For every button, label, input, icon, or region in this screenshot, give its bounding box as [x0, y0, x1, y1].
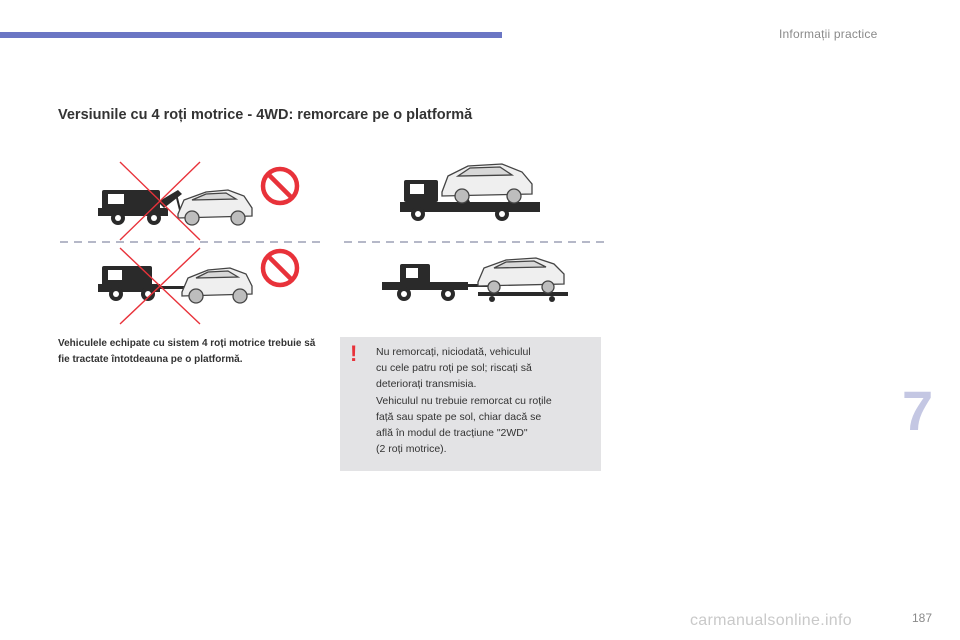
- instruction-text: Vehiculele echipate cu sistem 4 roți motrice trebuie să fie tractate întotdeauna pe o platformă.: [58, 338, 316, 365]
- tow-truck-bar-scene: [98, 266, 188, 301]
- page-title: Versiunile cu 4 roți motrice - 4WD: remorcare pe o platformă: [58, 107, 473, 123]
- car-lifted: [178, 190, 252, 225]
- prohibit-sign-icon: [263, 251, 297, 285]
- warning-line: cu cele patru roți pe sol; riscați să: [376, 362, 532, 375]
- header-accent-bar: [0, 32, 502, 38]
- warning-line: Nu remorcați, niciodată, vehiculul: [376, 346, 531, 358]
- page-number: 187: [912, 611, 933, 625]
- car-on-flatbed: [442, 164, 532, 203]
- warning-line: află în modul de tracțiune "2WD": [376, 427, 528, 440]
- warning-text: [376, 344, 590, 457]
- car-towed-on-ground: [182, 268, 252, 303]
- warning-line: Vehiculul nu trebuie remorcat cu roțile: [376, 394, 552, 407]
- car-on-dolly: [478, 258, 564, 293]
- section-label: Informații practice: [779, 27, 878, 41]
- chapter-number: 7: [902, 379, 934, 442]
- exclamation-icon: !: [350, 341, 358, 366]
- warning-line: deteriorați transmisia.: [376, 378, 477, 391]
- warning-line: (2 roți motrice).: [376, 443, 447, 456]
- warning-box: [340, 337, 601, 471]
- warning-line: față sau spate pe sol, chiar dacă se: [376, 410, 542, 423]
- prohibit-sign-icon: [263, 169, 297, 203]
- prohibited-towing-illustration: [58, 152, 320, 328]
- permitted-towing-illustration: [342, 152, 604, 308]
- watermark: carmanualsonline.info: [690, 612, 852, 629]
